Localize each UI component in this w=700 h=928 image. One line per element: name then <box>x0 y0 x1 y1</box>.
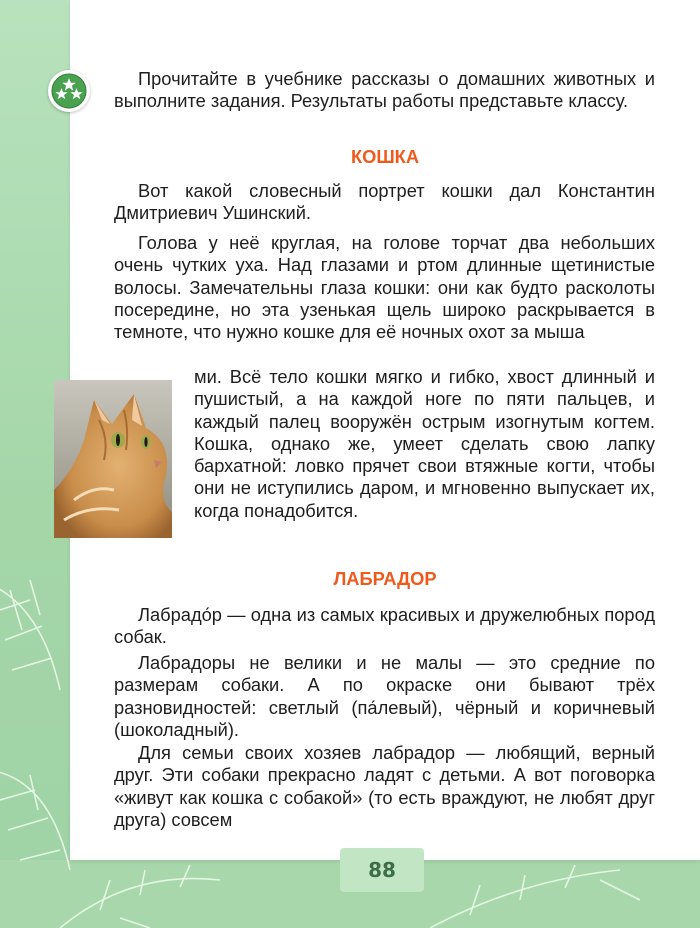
cat-photo <box>54 380 172 538</box>
heading-labrador: ЛАБРАДОР <box>333 568 437 589</box>
intro-instruction: Прочитайте в учебнике рассказы о домашних животных и выполните задания. Результаты работы представьте классу. <box>114 68 655 112</box>
cat-paragraph-1: Вот какой словесный портрет кошки дал Константин Дмитриевич Ушинский. <box>114 180 655 224</box>
labrador-paragraph-2: Лабрадоры не велики и не малы — это средние по размерам собаки. А по окраске они бывают трёх разновидностей: светлый (па́левый), чёрный и коричневый (шоколадный). <box>114 652 655 740</box>
labrador-paragraph-3: Для семьи своих хозяев лабрадор — любящий, верный друг. Эти собаки прекрасно ладят с детьми. А вот поговорка «живут как кошка с собакой» (то есть враждуют, не любят друг друга) совсем <box>114 742 655 830</box>
cat-paragraph-2-continued: ми. Всё тело кошки мягко и гибко, хвост длинный и пушистый, а на каждой ноге по пяти пальцев, и каждый палец вооружён острым изогнутым когтем. Кошка, однако же, умеет сделать свою лапку бархатной: ловко прячет свои втяжные когти, чтобы они не иступились даром, и мгновенно выпускает их, когда понадобится. <box>194 366 655 521</box>
labrador-paragraph-1: Лабрадо́р — одна из самых красивых и дружелюбных пород собак. <box>114 604 655 648</box>
heading-cat: КОШКА <box>350 146 420 167</box>
page-number: 88 <box>340 848 424 892</box>
cat-paragraph-2: Голова у неё круглая, на голове торчат два небольших очень чутких уха. Над глазами и ртом длинные щетинистые волосы. Замечательны глаза кошки: они как будто расколоты посередине, но эта узенькая щель широко раскрывается в темноте, что нужно кошке для её ночных охот за мыша <box>114 232 655 343</box>
task-badge <box>48 70 90 112</box>
three-stars-icon <box>48 70 90 112</box>
